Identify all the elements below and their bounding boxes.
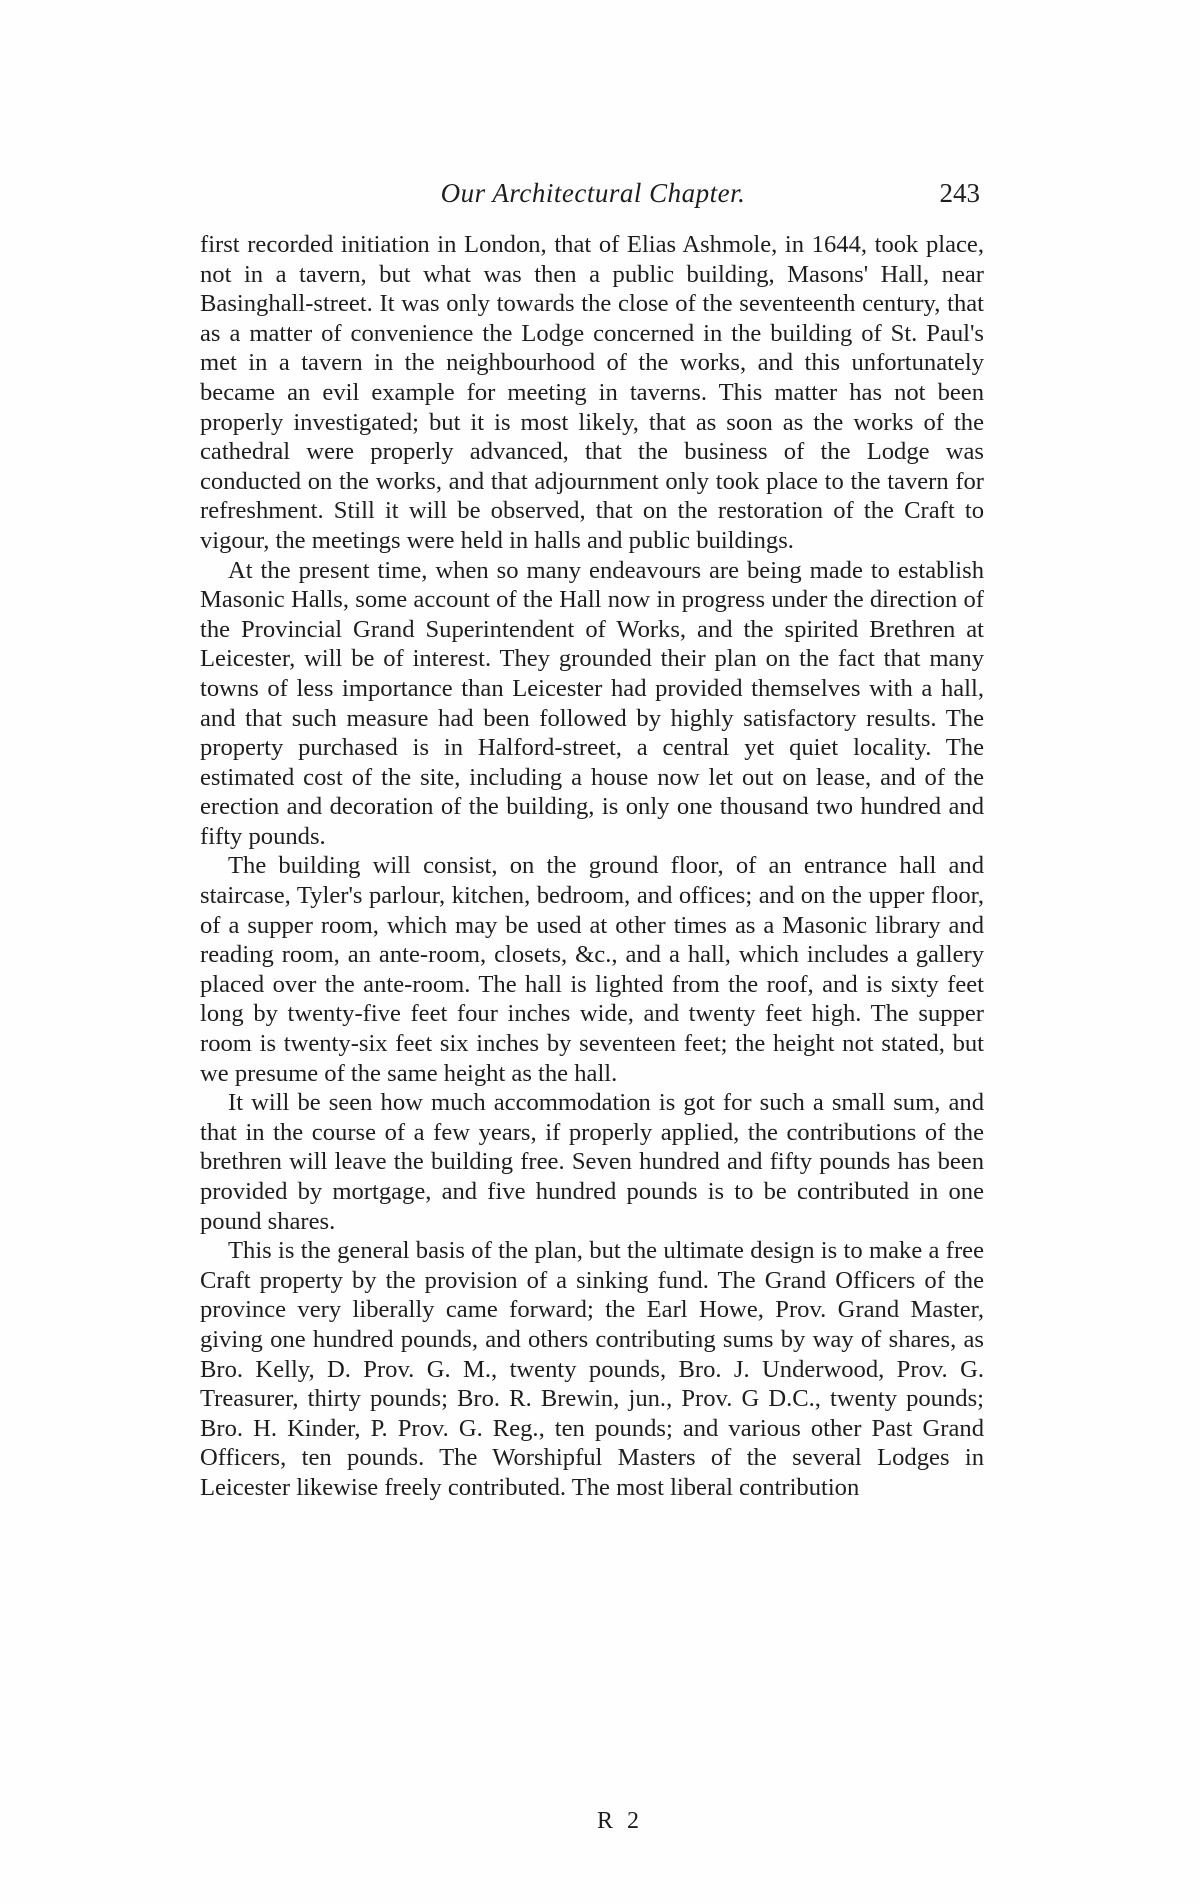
signature-letter: R xyxy=(596,1808,617,1834)
paragraph-continuation: first recorded initiation in London, that of Elias Ashmole, in 1644, took place, not in a tavern, but what was then a public building, Masons' Hall, near Basinghall-street. It was only towards the close of the seventeenth century, that as a matter of convenience the Lodge concerned in the building of St. Paul's met in a tavern in the neighbourhood of the works, and this unfortunately became an evil example for meeting in taverns. This matter has not been properly investigated; but it is most likely, that as soon as the works of the cathedral were properly advanced, that the business of the Lodge was conducted on the works, and that adjournment only took place to the tavern for refreshment. Still it will be observed, that on the restoration of the Craft to vigour, the meetings were held in halls and public buildings. xyxy=(200,231,984,554)
paragraph-accommodation: It will be seen how much accommodation is got for such a small sum, and that in the course of a few years, if properly applied, the contributions of the brethren will leave the building free. Seven hundred and fifty pounds has been provided by mortgage, and five hundred pounds is to be contributed in one pound shares. xyxy=(200,1089,984,1235)
signature-mark xyxy=(0,1808,1200,1835)
body-text xyxy=(200,230,984,1503)
signature-number: 2 xyxy=(627,1808,643,1834)
running-head xyxy=(206,178,980,218)
running-title: Our Architectural Chapter. xyxy=(440,178,746,208)
page-number: 243 xyxy=(939,178,980,208)
paragraph-building-description: The building will consist, on the ground floor, of an entrance hall and staircase, Tyler's parlour, kitchen, bedroom, and offices; and on the upper floor, of a supper room, which may be used at other times as a Masonic library and reading room, an ante-room, closets, &c., and a hall, which includes a gallery placed over the ante-room. The hall is lighted from the roof, and is sixty feet long by twenty-five feet four inches wide, and twenty feet high. The supper room is twenty-six feet six inches by seventeen feet; the height not stated, but we presume of the same height as the hall. xyxy=(200,852,984,1087)
paragraph-masonic-halls: At the present time, when so many endeavours are being made to establish Masonic Halls, some account of the Hall now in progress under the direction of the Provincial Grand Superintendent of Works, and the spirited Brethren at Leicester, will be of interest. They grounded their plan on the fact that many towns of less importance than Leicester had provided themselves with a hall, and that such measure had been followed by highly satisfactory results. The property purchased is in Halford-street, a central yet quiet locality. The estimated cost of the site, including a house now let out on lease, and of the erection and decoration of the building, is only one thousand two hundred and fifty pounds. xyxy=(200,556,984,850)
paragraph-contributions: This is the general basis of the plan, but the ultimate design is to make a free Craft property by the provision of a sinking fund. The Grand Officers of the province very liberally came forward; the Earl Howe, Prov. Grand Master, giving one hundred pounds, and others contributing sums by way of shares, as Bro. Kelly, D. Prov. G. M., twenty pounds, Bro. J. Underwood, Prov. G. Treasurer, thirty pounds; Bro. R. Brewin, jun., Prov. G D.C., twenty pounds; Bro. H. Kinder, P. Prov. G. Reg., ten pounds; and various other Past Grand Officers, ten pounds. The Worshipful Masters of the several Lodges in Leicester likewise freely contributed. The most liberal contribution xyxy=(200,1237,984,1501)
